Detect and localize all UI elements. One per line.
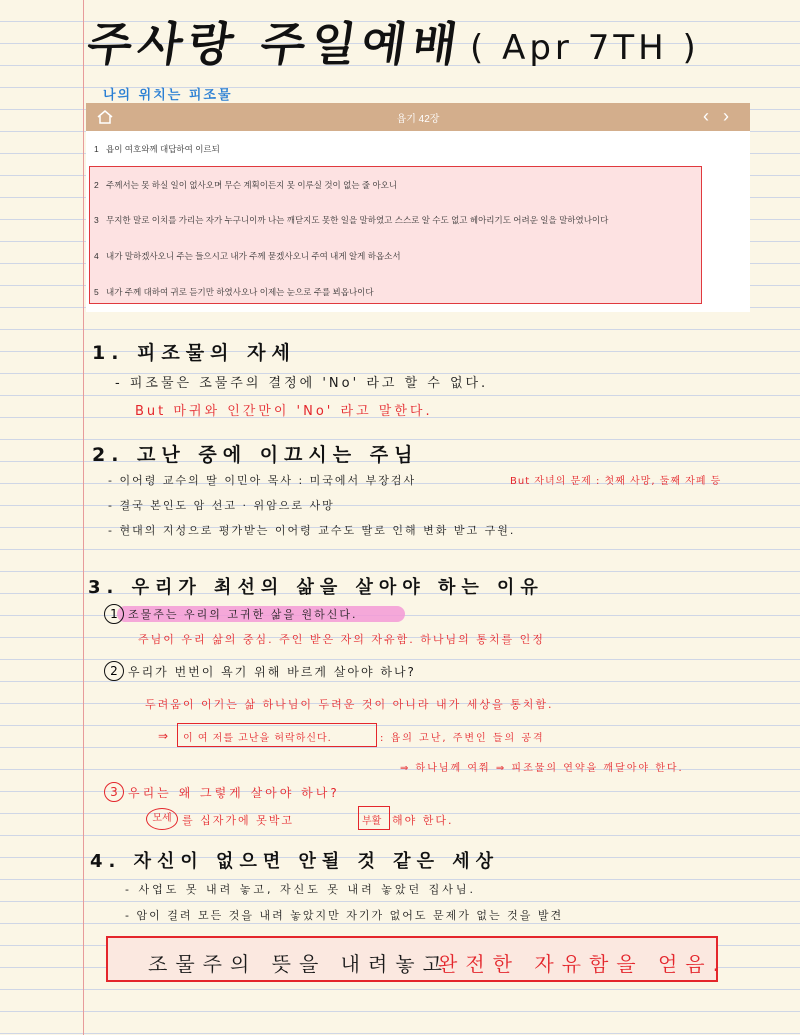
- conclusion-part1: 조물주의 뜻을 내려놓고: [148, 952, 450, 976]
- chevron-right-icon[interactable]: ›: [723, 106, 729, 126]
- chapter-title: 욥기 42장: [396, 114, 440, 125]
- point3-text: 우리는 왜 그렇게 살아야 하나?: [128, 786, 340, 800]
- verse-text: 주께서는 못 하실 일이 없사오며 무슨 계획이든지 못 이루실 것이 없는 줄 아오니: [106, 180, 398, 190]
- verse-text: 내가 주께 대하여 귀로 듣기만 하였사오나 이제는 눈으로 주를 뵈옵나이다: [106, 287, 374, 297]
- bible-header: [86, 103, 750, 131]
- section2-line2: - 결국 본인도 암 선고 · 위암으로 사망: [108, 499, 335, 512]
- verse-text: 내가 말하겠사오니 주는 들으시고 내가 주께 묻겠사오니 주여 내게 알게 하옵소서: [106, 251, 401, 261]
- section2-line1a: - 이어령 교수의 딸 이민아 목사 : 미국에서 부장검사: [108, 474, 417, 487]
- point2-arrow: ⇒: [158, 729, 169, 743]
- section1-heading: 1. 피조물의 자세: [92, 342, 296, 364]
- point3-circled-word: 모세: [146, 808, 178, 830]
- verse-number: 4: [94, 251, 99, 261]
- position-note: 나의 위치는 피조물: [103, 88, 233, 103]
- point2-text: 우리가 번번이 욕기 위해 바르게 살아야 하나?: [128, 665, 416, 679]
- conclusion-box: [106, 936, 727, 982]
- verse-row[interactable]: [94, 250, 401, 262]
- verse-number: 2: [94, 180, 99, 190]
- section2-line1b: But 자녀의 문제 : 첫째 사망, 둘째 자폐 등: [510, 476, 722, 487]
- point3-red-note-a: 를 십자가에 못박고: [182, 814, 295, 827]
- section4-line2: - 암이 걸려 모든 것을 내려 놓았지만 자기가 없어도 문제가 없는 것을 발견: [125, 909, 564, 922]
- conclusion-part2: 완전한 자유함을 얻음.: [438, 952, 727, 976]
- point2-number: 2: [104, 661, 124, 681]
- margin-line: [83, 0, 84, 1035]
- point3-number: 3: [104, 782, 124, 802]
- verse-text: 무지한 말로 이치를 가리는 자가 누구니이까 나는 깨닫지도 못한 일을 말하였고 스스로 알 수도 없고 헤아리기도 어려운 일을 말하였나이다: [106, 215, 609, 225]
- point1-red-note: 주님이 우리 삶의 중심. 주인 받은 자의 자유함. 하나님의 통치를 인정: [138, 633, 545, 646]
- date-note: ( Apr 7TH ): [470, 28, 700, 68]
- section1-line2: But 마귀와 인간만이 'No' 라고 말한다.: [135, 404, 433, 419]
- page-title: 주사랑 주일예배: [83, 17, 467, 71]
- verse-row[interactable]: [94, 214, 608, 226]
- verse-row[interactable]: [94, 179, 397, 191]
- verse-row[interactable]: [94, 286, 374, 298]
- point2-boxed-text: 이 여 저를 고난을 허락하신다.: [183, 733, 332, 744]
- point1-number: 1: [104, 604, 124, 624]
- point2-red-note3: ⇒ 하나님께 여쭤 ⇒ 피조물의 연약을 깨달아야 한다.: [400, 763, 684, 774]
- bible-passage-panel: [86, 103, 750, 312]
- section4-heading: 4. 자신이 없으면 안될 것 같은 세상: [90, 851, 500, 872]
- point3-red-note-b: 해야 한다.: [392, 814, 454, 827]
- section3-heading: 3. 우리가 최선의 삶을 살아야 하는 이유: [88, 577, 544, 598]
- section2-line3: - 현대의 지성으로 평가받는 이어령 교수도 딸로 인해 변화 받고 구원.: [108, 524, 516, 537]
- verse-number: 1: [94, 144, 99, 154]
- verse-row[interactable]: [94, 143, 220, 155]
- point3-boxed-word: 부활: [362, 816, 382, 827]
- point2-red-note1: 두려움이 이기는 삶 하나님이 두려운 것이 아니라 내가 세상을 통치함.: [145, 698, 554, 711]
- section2-heading: 2. 고난 중에 이끄시는 주님: [92, 444, 419, 466]
- section4-line1: - 사업도 못 내려 놓고, 자신도 못 내려 놓았던 집사님.: [125, 883, 476, 896]
- point2-red-note2: : 욥의 고난, 주변인 들의 공격: [380, 733, 545, 744]
- section1-line1: - 피조물은 조물주의 결정에 'No' 라고 할 수 없다.: [115, 376, 489, 391]
- verse-number: 3: [94, 215, 99, 225]
- verse-text: 욥이 여호와께 대답하여 이르되: [106, 144, 220, 154]
- point1-text: 조물주는 우리의 고귀한 삶을 원하신다.: [128, 608, 358, 621]
- chevron-left-icon[interactable]: ‹: [703, 106, 709, 126]
- verse-number: 5: [94, 287, 99, 297]
